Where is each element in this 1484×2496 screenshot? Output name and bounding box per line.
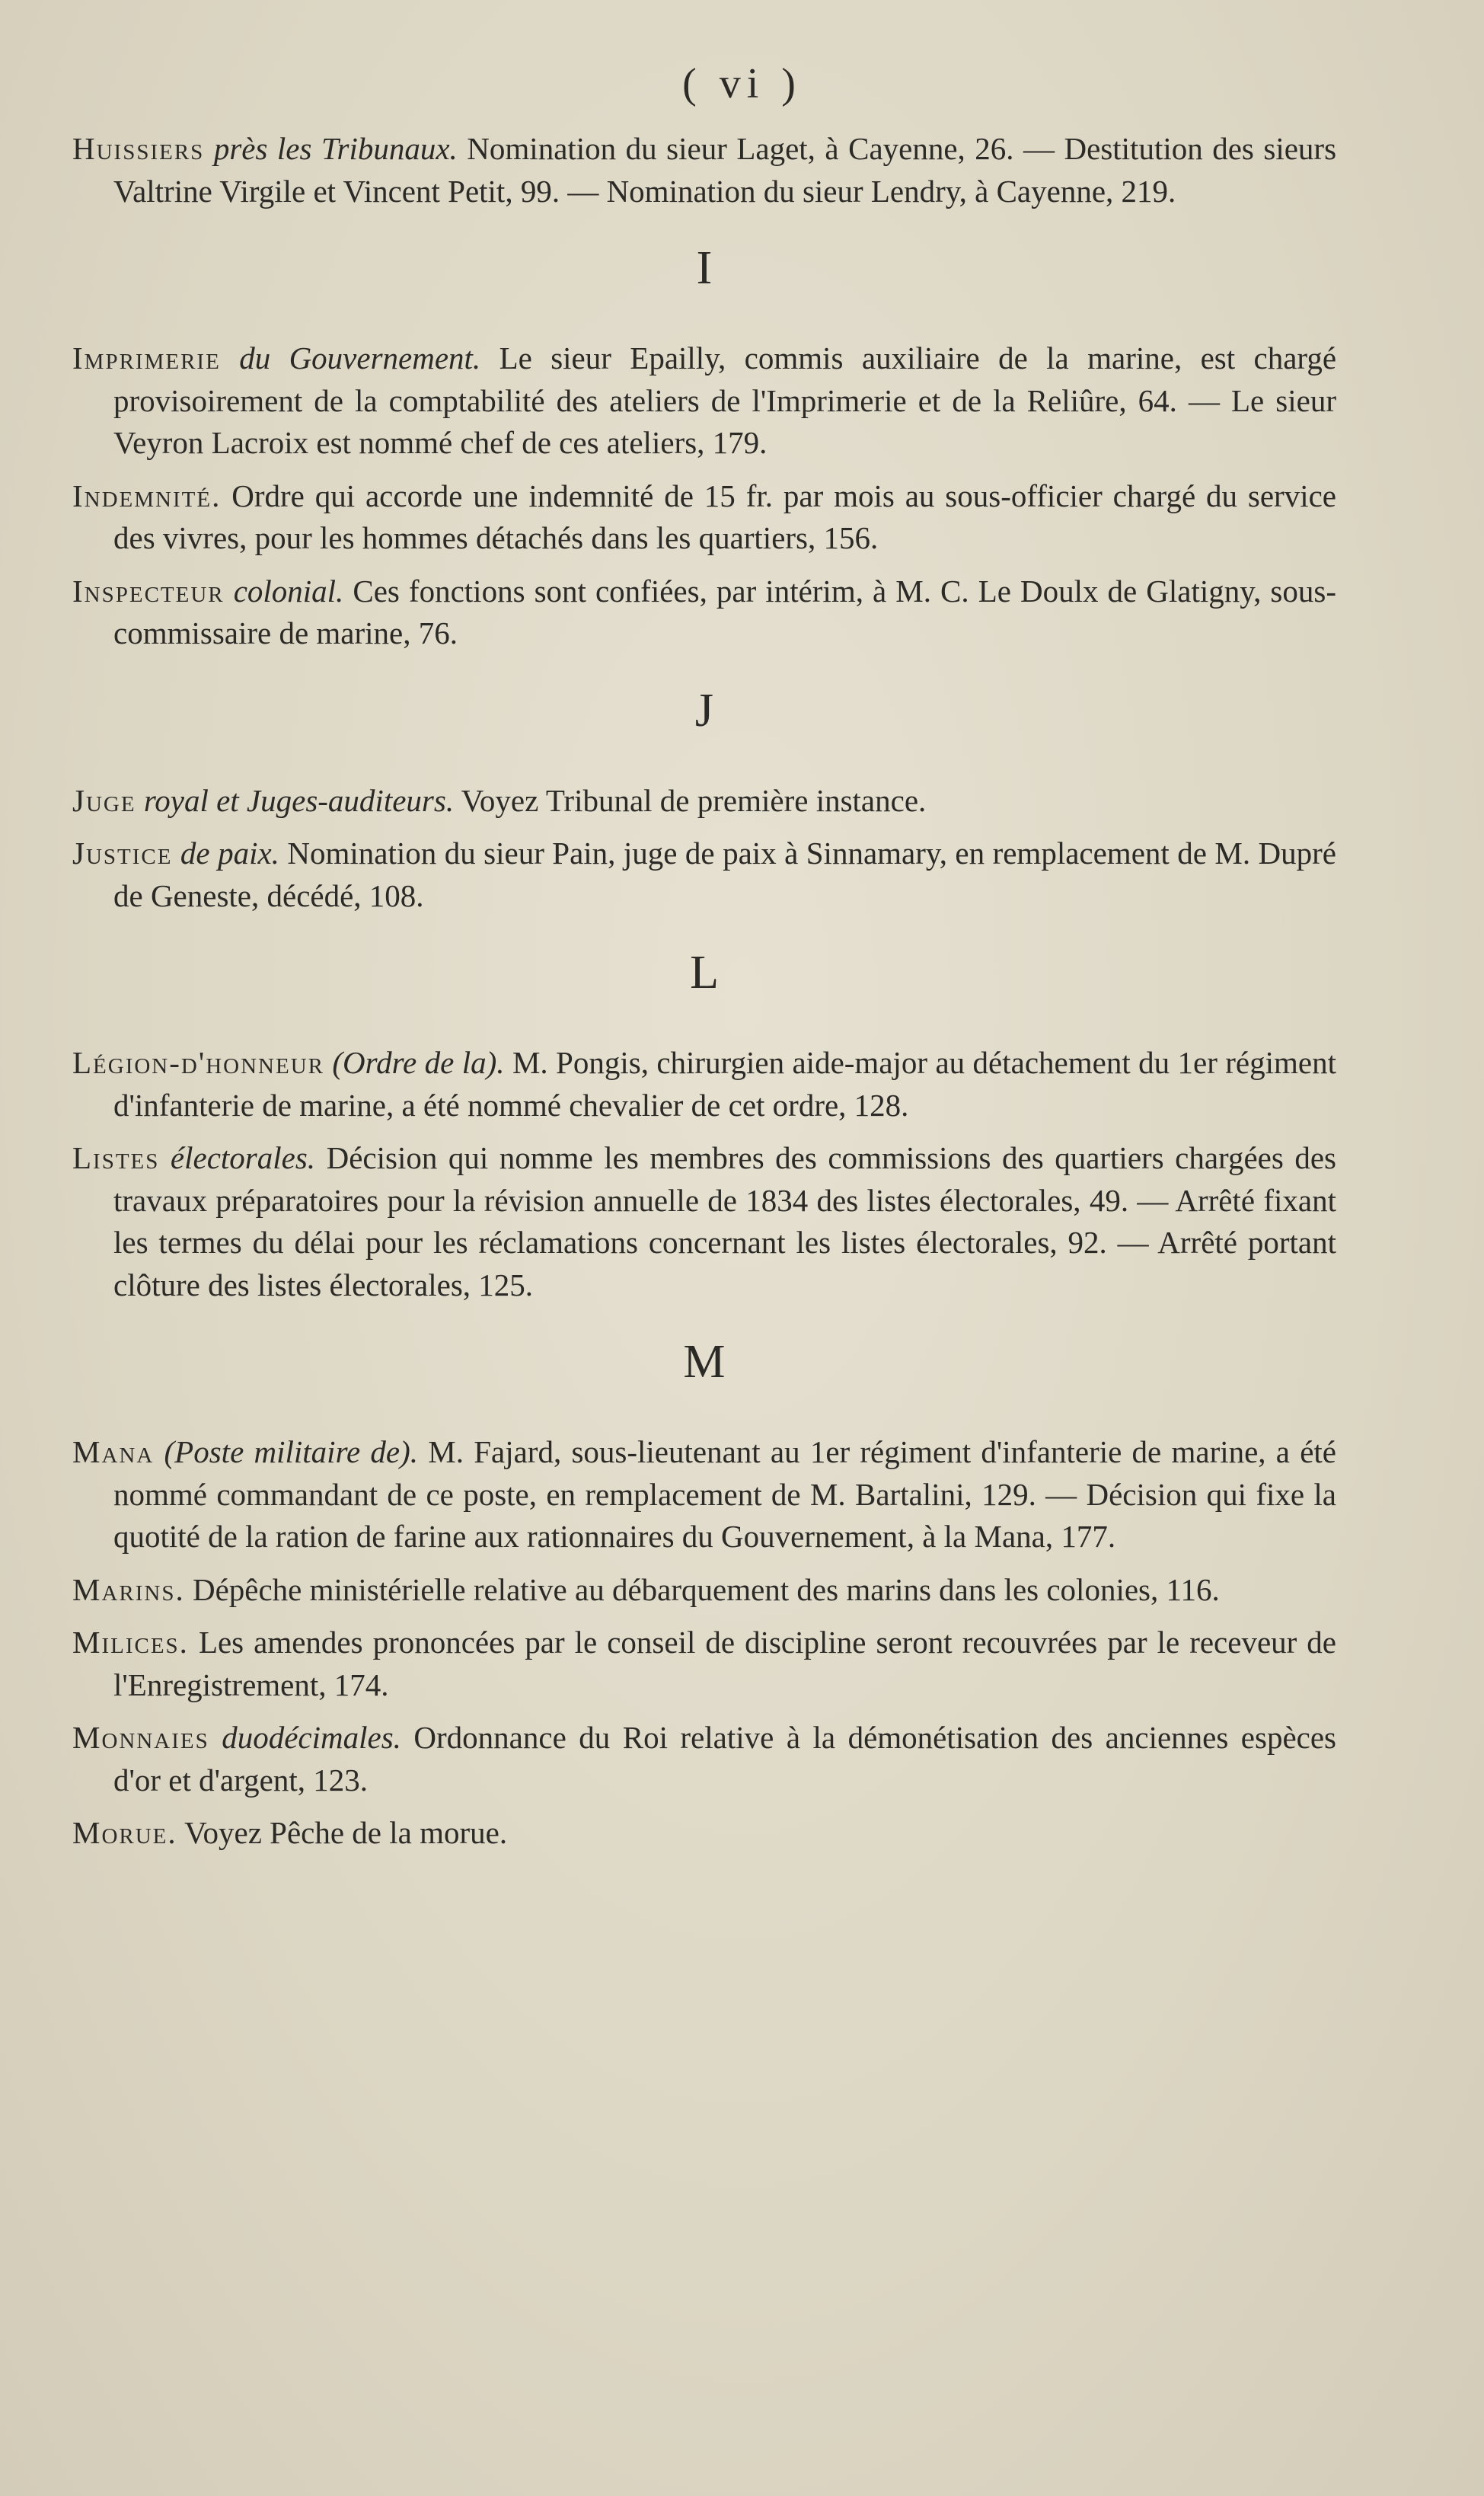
entry-headword: Justice — [72, 836, 173, 871]
index-entry — [72, 128, 1336, 213]
entry-text: Ordonnance du Roi relative à la démonétisation des anciennes espèces d'or et d'argent, 123. — [113, 1720, 1336, 1798]
index-entry — [72, 337, 1336, 465]
entry-text: Nomination du sieur Laget, à Cayenne, 26. — Destitution des sieurs Valtrine Virgile et Vincent Petit, 99. — Nomination du sieur Lendry, à Cayenne, 219. — [113, 131, 1337, 209]
entry-headword: Marins. — [72, 1571, 185, 1607]
index-entry — [72, 780, 1336, 823]
entry-headword: Mana — [72, 1434, 155, 1469]
entry-headword: Inspecteur — [72, 573, 225, 609]
entry-headword: Imprimerie — [72, 340, 221, 376]
entry-text: Ces fonctions sont confiées, par intérim, à M. C. Le Doulx de Glatigny, sous-commissaire de marine, 76. — [113, 573, 1337, 650]
entry-qualifier: colonial. — [233, 573, 344, 609]
entry-headword: Milices. — [72, 1625, 189, 1660]
entry-text: Ordre qui accorde une indemnité de 15 fr. par mois au sous-officier chargé du service des vivres, pour les hommes détachés dans les quartiers, 156. — [113, 478, 1337, 555]
entry-headword: Monnaies — [72, 1720, 209, 1755]
section-letter: J — [694, 684, 714, 737]
index-content — [72, 128, 1336, 1865]
entry-headword: Légion-d'honneur — [72, 1045, 324, 1080]
entry-qualifier: (Poste militaire de). — [164, 1434, 419, 1469]
entry-text: Dépêche ministérielle relative au débarquement des marins dans les colonies, 116. — [192, 1571, 1220, 1607]
entry-headword: Juge — [72, 782, 136, 818]
index-entry — [72, 1431, 1336, 1558]
entry-headword: Listes — [72, 1140, 160, 1175]
index-entry — [72, 1717, 1336, 1801]
page-folio: ( vi ) — [682, 60, 802, 107]
entry-headword: Morue. — [72, 1815, 177, 1850]
entry-headword: Indemnité. — [72, 478, 222, 513]
entry-qualifier: du Gouvernement. — [239, 340, 481, 376]
index-entry — [72, 1569, 1336, 1612]
entry-qualifier: de paix. — [180, 836, 279, 871]
entry-text: M. Pongis, chirurgien aide-major au détachement du 1er régiment d'infanterie de marine, a été nommé chevalier de cet ordre, 128. — [113, 1045, 1337, 1123]
entry-qualifier: électorales. — [170, 1140, 316, 1175]
index-entry — [72, 1137, 1336, 1306]
entry-headword: Huissiers — [72, 131, 205, 166]
entry-qualifier: près les Tribunaux. — [213, 131, 458, 166]
index-entry — [72, 1622, 1336, 1706]
index-entry — [72, 833, 1336, 917]
entry-text: Voyez Pêche de la morue. — [184, 1815, 508, 1850]
section-letter: M — [683, 1336, 726, 1388]
entry-text: Les amendes prononcées par le conseil de discipline seront recouvrées par le receveur de l'Enregistrement, 174. — [113, 1625, 1337, 1702]
index-entry — [72, 570, 1336, 655]
entry-qualifier: duodécimales. — [222, 1720, 401, 1755]
section-letter: L — [690, 947, 719, 999]
entry-text: Nomination du sieur Pain, juge de paix à Sinnamary, en remplacement de M. Dupré de Geneste, décédé, 108. — [113, 836, 1336, 913]
entry-text: Décision qui nomme les membres des commissions des quartiers chargées des travaux préparatoires pour la révision annuelle de 1834 des listes électorales, 49. — Arrêté fixant les termes du délai pour les réclamations concernant les listes électorales, 92. — Arrêté portant clôture des listes électorales, 125. — [113, 1140, 1336, 1302]
entry-qualifier: royal et Juges-auditeurs. — [143, 782, 455, 818]
index-entry — [72, 1812, 1336, 1855]
entry-text: Le sieur Epailly, commis auxiliaire de la marine, est chargé provisoirement de la comptabilité des ateliers de l'Imprimerie et de la Reliûre, 64. — Le sieur Veyron Lacroix est nommé chef de ces ateliers, 179. — [113, 340, 1337, 460]
index-entry — [72, 1042, 1336, 1127]
entry-text: M. Fajard, sous-lieutenant au 1er régiment d'infanterie de marine, a été nommé commandant de ce poste, en remplacement de M. Bartalini, 129. — Décision qui fixe la quotité de la ration de farine aux rationnaires du Gouvernement, à la Mana, 177. — [113, 1434, 1337, 1554]
entry-qualifier: (Ordre de la). — [332, 1045, 505, 1080]
index-entry — [72, 475, 1336, 560]
section-letter: I — [696, 242, 713, 294]
entry-text: Voyez Tribunal de première instance. — [461, 782, 927, 818]
